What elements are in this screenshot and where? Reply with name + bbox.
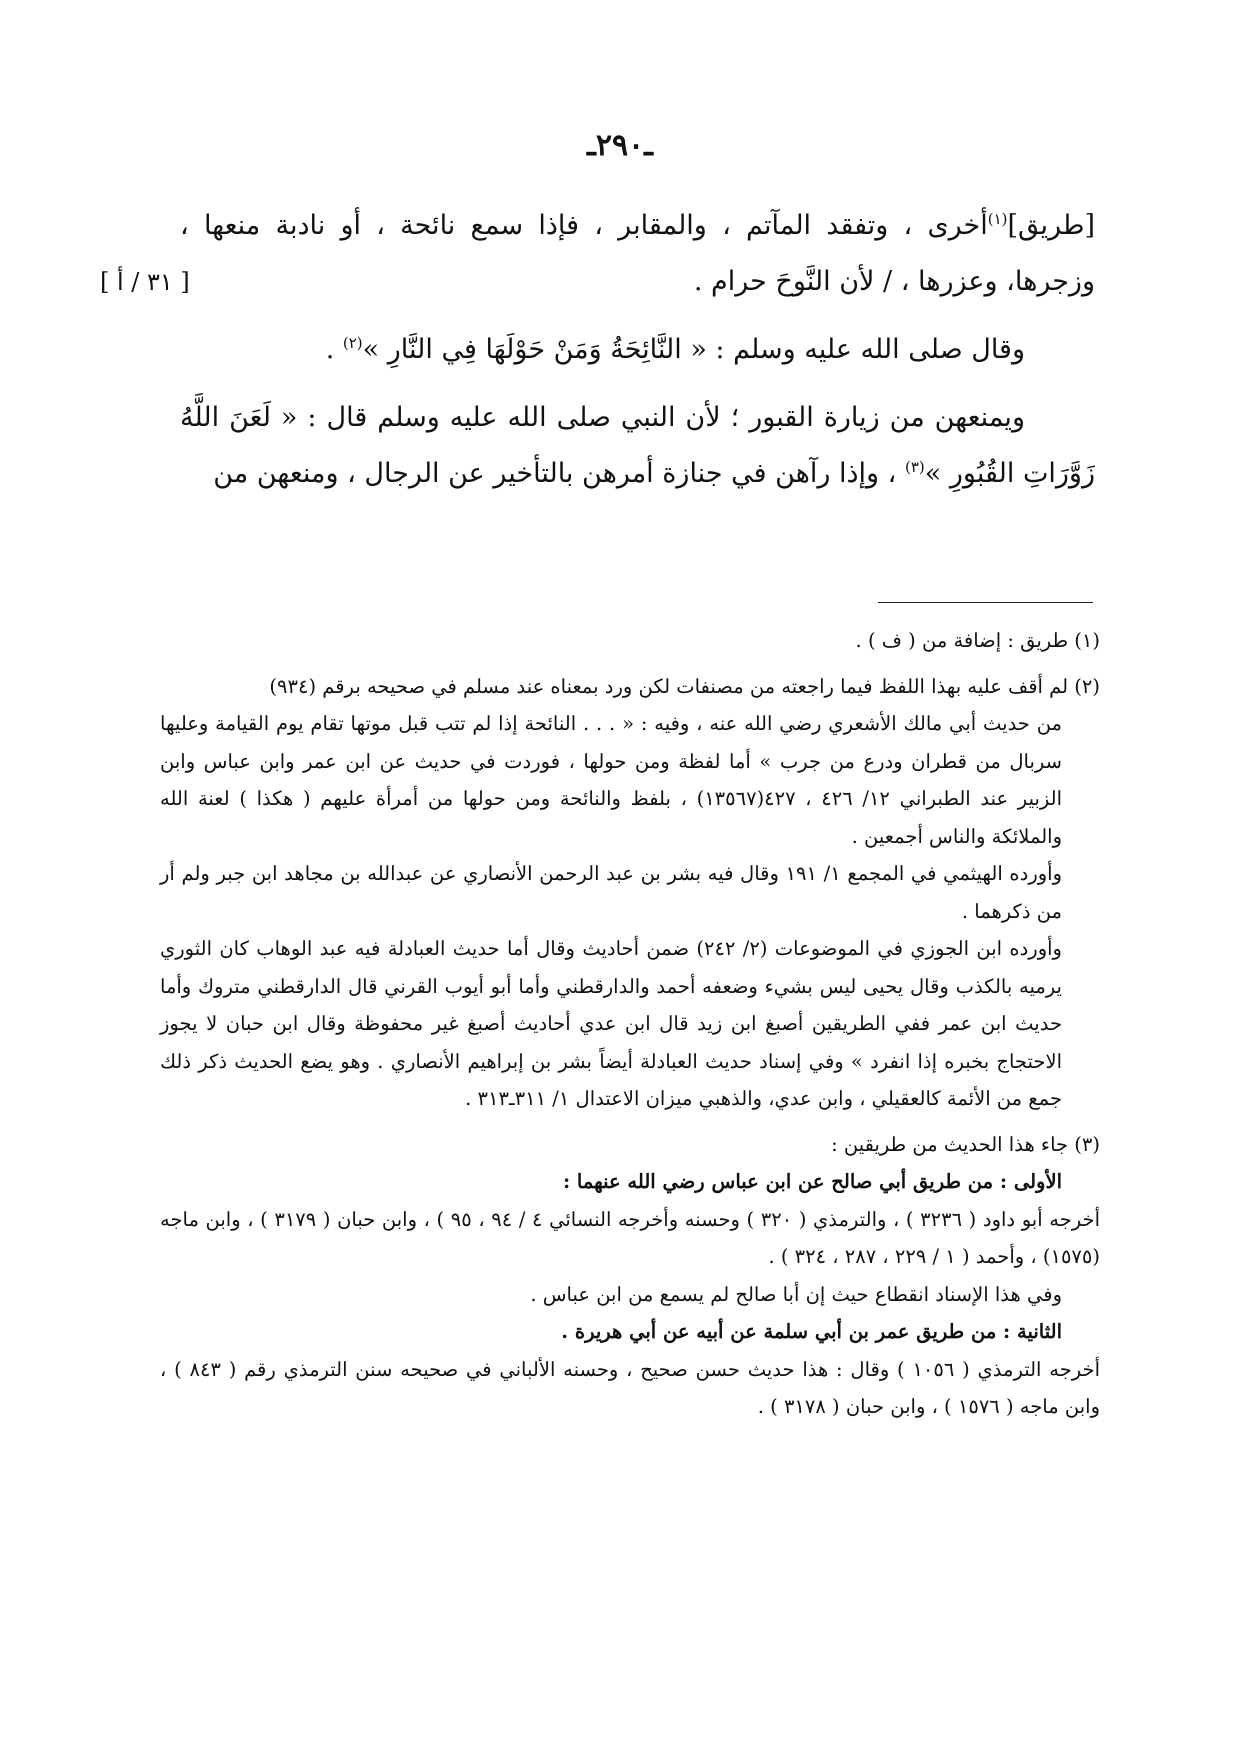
hadith-quote-2: ويمنعهن من زيارة القبور ؛ لأن النبي صلى الله عليه وسلم قال : « لَعَنَ اللَّهُ زَوَّرَاتِ القُبُورِ » [180, 402, 1095, 489]
main-paragraph-2 [180, 322, 1095, 378]
footnote-3-lead: (٣) جاء هذا الحديث من طريقين : [831, 1132, 1100, 1156]
main-paragraph-3-end: ، وإذا رآهن في جنازة أمرهن بالتأخير عن الرجال ، ومنعهن من [213, 458, 897, 489]
main-paragraph-1 [180, 198, 1095, 310]
footnote-3-paragraph-1: أخرجه أبو داود ( ٣٢٣٦ ) ، والترمذي ( ٣٢٠ ) وحسنه وأخرجه النسائي ٤ / ٩٤ ، ٩٥ ) ، وابن حبان ( ٣١٧٩ ) ، وابن ماجه (١٥٧٥) ، وأحمد ( ١ / ٢٢٩ ، ٢٨٧ ، ٣٢٤ ) . [160, 1207, 1100, 1268]
footnote-2-body: من حديث أبي مالك الأشعري رضي الله عنه ، وفيه : « . . . النائحة إذا لم تتب قبل موتها تقام يوم القيامة وعليها سربال من قطران ودرع من جرب » أما لفظة ومن حولها ، فوردت في حديث عن ابن عمر وابن عباس وابن الزبير عند الطبراني ١٢/ ٤٢٦ ، ٤٢٧(١٣٥٦٧) ، بلفظ والنائحة ومن حولها من أمرأة عليهم ( هكذا ) لعنة الله والملائكة والناس أجمعين . [160, 712, 1062, 848]
footnote-3-heading-1: الأولى : من طريق أبي صالح عن ابن عباس رضي الله عنهما : [562, 1170, 1062, 1193]
main-paragraph-1-text: أخرى ، وتفقد المآتم ، والمقابر ، فإذا سمع نائحة ، أو نادبة منعها ، وزجرها، وعزرها ، / لأن النَّوحَ حرام . [180, 210, 1095, 297]
footnotes [160, 622, 1100, 1426]
footnote-ref-3: (٣) [904, 458, 925, 476]
folio-marker: [ ٣١ / أ ] [100, 268, 190, 296]
footnote-ref-1: (١) [987, 210, 1008, 228]
main-paragraph-3 [180, 390, 1095, 502]
main-paragraph-2-end: . [325, 334, 343, 365]
main-text [180, 198, 1095, 502]
footnote-2-paragraph-3: وأورده ابن الجوزي في الموضوعات (٢/ ٢٤٢) ضمن أحاديث وقال أما حديث العبادلة فيه عبد الوهاب كان الثوري يرميه بالكذب وقال يحيى ليس بشيء وضعفه أحمد والدارقطني وأما أبو أيوب القرني قال الدارقطني متروك وأما حديث ابن عمر ففي الطريقين أصبغ ابن زيد قال ابن عدي أحاديث أصبغ غير محفوظة وقال ابن حبان لا يجوز الاحتجاج بخبره إذا انفرد » وفي إسناد حديث العبادلة أيضاً بشر بن إبراهيم الأنصاري . وهو يضع الحديث ذكر ذلك جمع من الأئمة كالعقيلي ، وابن عدي، والذهبي ميزان الاعتدال ١/ ٣١١ـ٣١٣ . [160, 937, 1062, 1110]
footnote-2-lead: (٢) لم أقف عليه بهذا اللفظ فيما راجعته من مصنفات لكن ورد بمعناه عند مسلم في صحيحه برقم (٩٣٤) [269, 674, 1100, 698]
footnote-3-paragraph-2: وفي هذا الإسناد انقطاع حيث إن أبا صالح لم يسمع من ابن عباس . [530, 1282, 1062, 1306]
footnote-2-paragraph-2: وأورده الهيثمي في المجمع ١/ ١٩١ وقال فيه بشر بن عبد الرحمن الأنصاري عن عبدالله بن مجاهد ابن جبر ولم أر من ذكرهما . [160, 862, 1062, 923]
footnote-ref-2: (٢) [342, 334, 363, 352]
footnote-separator [878, 602, 1093, 603]
footnote-3-paragraph-3: أخرجه الترمذي ( ١٠٥٦ ) وقال : هذا حديث حسن صحيح ، وحسنه الألباني في صحيحه سنن الترمذي رقم ( ٨٤٣ ) ، وابن ماجه ( ١٥٧٦ ) ، وابن حبان ( ٣١٧٨ ) . [160, 1357, 1100, 1418]
footnote-3-heading-2: الثانية : من طريق عمر بن أبي سلمة عن أبيه عن أبي هريرة . [561, 1320, 1062, 1343]
footnote-1: (١) طريق : إضافة من ( ف ) . [855, 629, 1100, 652]
page-number: ـ٢٩٠ـ [587, 128, 653, 163]
bracketed-word: [طريق] [1007, 210, 1095, 241]
hadith-quote-1: وقال صلى الله عليه وسلم : « النَّائِحَةُ وَمَنْ حَوْلَهَا فِي النَّارِ » [362, 334, 1025, 365]
